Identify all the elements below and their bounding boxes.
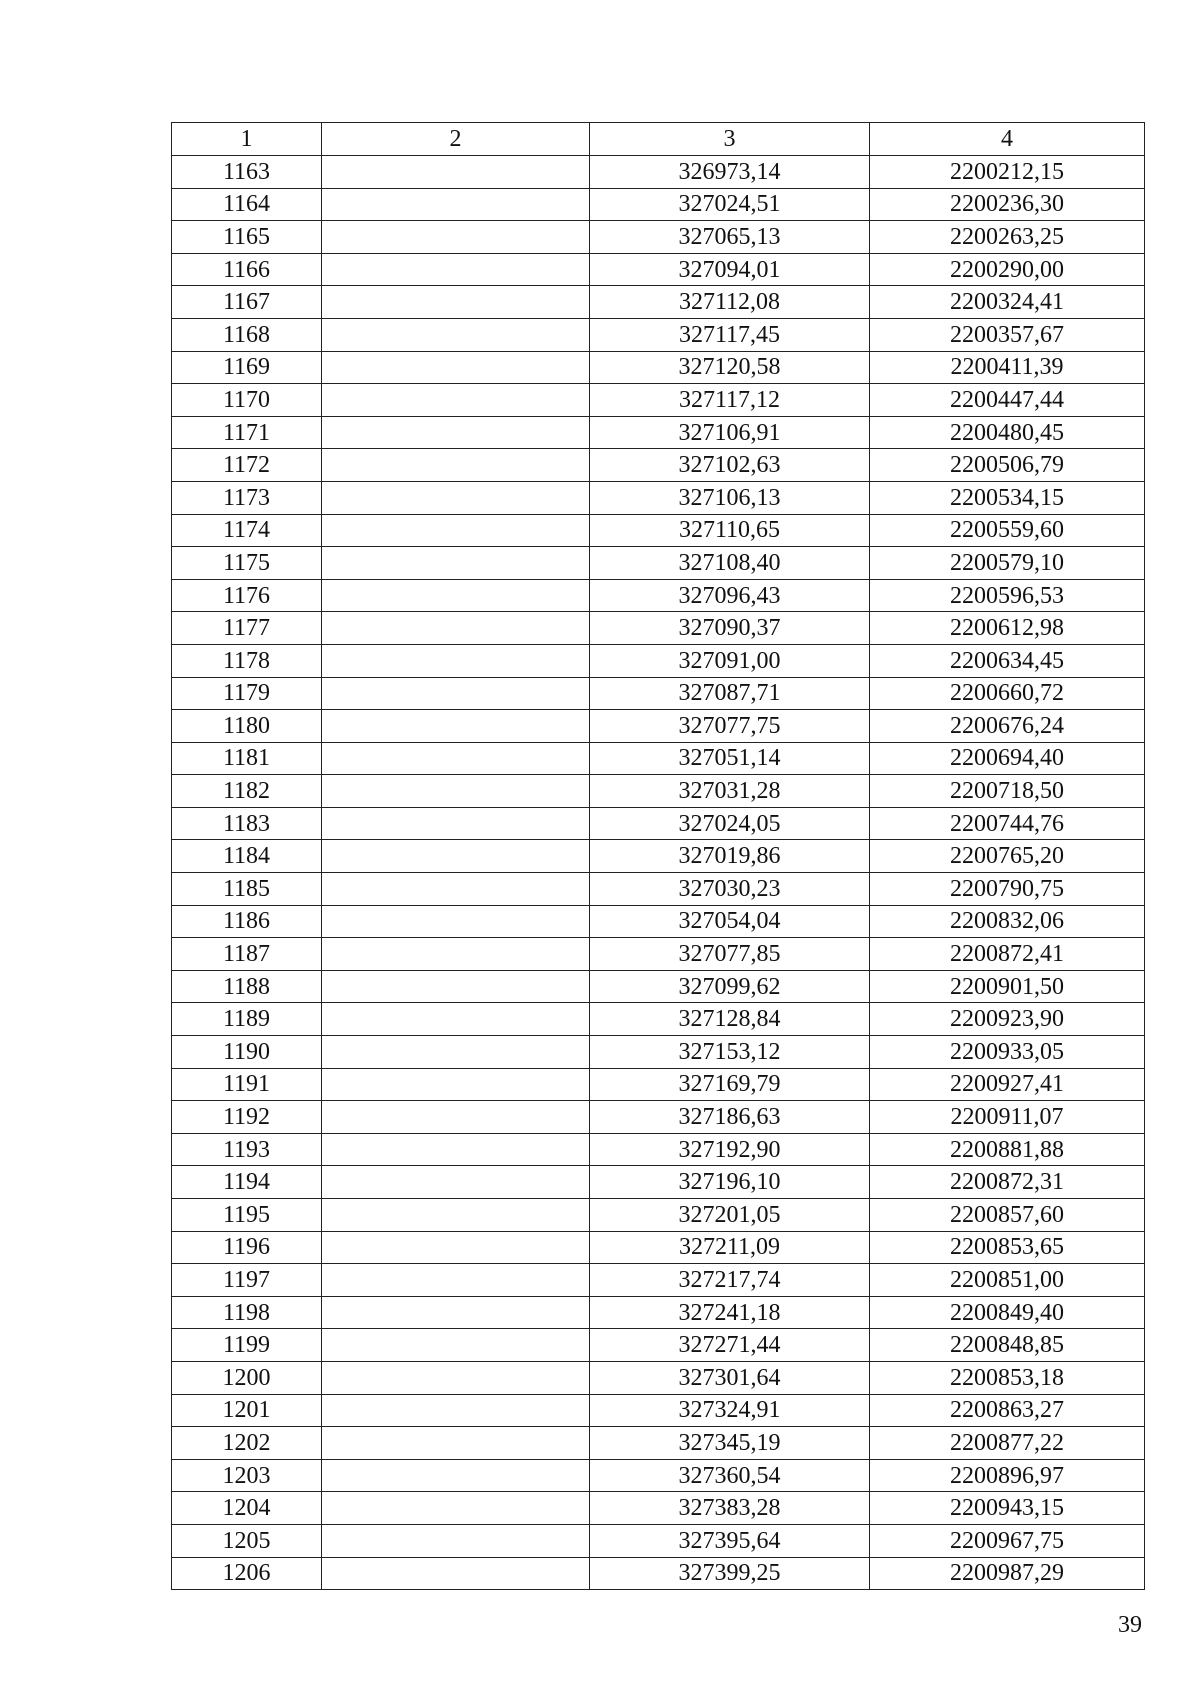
point-number-cell: 1169 [172,351,322,384]
coordinate-x-cell: 327196,10 [590,1166,870,1199]
table-row [172,1231,1145,1264]
coordinate-y-cell: 2200263,25 [870,221,1145,254]
coordinate-x-cell: 327094,01 [590,253,870,286]
table-row [172,970,1145,1003]
coordinate-x-cell: 327399,25 [590,1557,870,1590]
coordinate-x-cell: 327201,05 [590,1199,870,1232]
point-number-cell: 1195 [172,1199,322,1232]
point-number-cell: 1178 [172,644,322,677]
coordinate-x-cell: 327019,86 [590,840,870,873]
point-number-cell: 1176 [172,579,322,612]
coordinate-x-cell: 327217,74 [590,1264,870,1297]
point-number-cell: 1189 [172,1003,322,1036]
coordinate-y-cell: 2200872,31 [870,1166,1145,1199]
table-row [172,221,1145,254]
point-number-cell: 1191 [172,1068,322,1101]
coordinate-y-cell: 2200236,30 [870,188,1145,221]
point-number-cell: 1174 [172,514,322,547]
table-row [172,1068,1145,1101]
table-row [172,514,1145,547]
point-number-cell: 1173 [172,481,322,514]
table-row [172,1036,1145,1069]
point-number-cell: 1184 [172,840,322,873]
coordinate-x-cell: 327031,28 [590,775,870,808]
coordinate-x-cell: 327192,90 [590,1133,870,1166]
table-row [172,612,1145,645]
empty-cell [322,873,590,906]
coordinate-x-cell: 327169,79 [590,1068,870,1101]
table-row [172,449,1145,482]
empty-cell [322,1036,590,1069]
coordinate-y-cell: 2200290,00 [870,253,1145,286]
point-number-cell: 1167 [172,286,322,319]
empty-cell [322,1264,590,1297]
table-row [172,286,1145,319]
point-number-cell: 1182 [172,775,322,808]
coordinate-x-cell: 327241,18 [590,1296,870,1329]
empty-cell [322,644,590,677]
point-number-cell: 1188 [172,970,322,1003]
coordinate-x-cell: 327345,19 [590,1427,870,1460]
table-row [172,873,1145,906]
table-row [172,384,1145,417]
coordinate-x-cell: 327117,45 [590,318,870,351]
coordinate-x-cell: 327271,44 [590,1329,870,1362]
coordinate-x-cell: 327186,63 [590,1101,870,1134]
empty-cell [322,970,590,1003]
coordinate-y-cell: 2200411,39 [870,351,1145,384]
coordinate-x-cell: 326973,14 [590,156,870,189]
empty-cell [322,1459,590,1492]
table-row [172,416,1145,449]
coordinate-x-cell: 327108,40 [590,547,870,580]
coordinate-y-cell: 2200872,41 [870,938,1145,971]
coordinate-y-cell: 2200447,44 [870,384,1145,417]
coordinate-x-cell: 327077,85 [590,938,870,971]
empty-cell [322,286,590,319]
coordinate-y-cell: 2200857,60 [870,1199,1145,1232]
table-row [172,1264,1145,1297]
empty-cell [322,253,590,286]
coordinate-x-cell: 327087,71 [590,677,870,710]
point-number-cell: 1168 [172,318,322,351]
table-row [172,1459,1145,1492]
coordinate-y-cell: 2200849,40 [870,1296,1145,1329]
coordinate-y-cell: 2200765,20 [870,840,1145,873]
point-number-cell: 1171 [172,416,322,449]
coordinate-y-cell: 2200634,45 [870,644,1145,677]
empty-cell [322,318,590,351]
table-row [172,253,1145,286]
coordinate-y-cell: 2200212,15 [870,156,1145,189]
empty-cell [322,188,590,221]
coordinate-x-cell: 327090,37 [590,612,870,645]
coordinate-y-cell: 2200534,15 [870,481,1145,514]
point-number-cell: 1200 [172,1361,322,1394]
coordinate-x-cell: 327324,91 [590,1394,870,1427]
coordinate-y-cell: 2200832,06 [870,905,1145,938]
point-number-cell: 1172 [172,449,322,482]
coordinate-x-cell: 327153,12 [590,1036,870,1069]
column-header-3: 3 [590,123,870,156]
coordinate-y-cell: 2200559,60 [870,514,1145,547]
table-row [172,938,1145,971]
empty-cell [322,905,590,938]
coordinate-x-cell: 327128,84 [590,1003,870,1036]
empty-cell [322,1068,590,1101]
point-number-cell: 1206 [172,1557,322,1590]
column-header-4: 4 [870,123,1145,156]
empty-cell [322,710,590,743]
coordinate-x-cell: 327030,23 [590,873,870,906]
table-row [172,1394,1145,1427]
point-number-cell: 1175 [172,547,322,580]
page-number: 39 [1118,1612,1142,1638]
table-row [172,547,1145,580]
empty-cell [322,1231,590,1264]
table-row [172,318,1145,351]
point-number-cell: 1179 [172,677,322,710]
coordinate-y-cell: 2200896,97 [870,1459,1145,1492]
table-row [172,1166,1145,1199]
empty-cell [322,351,590,384]
table-row [172,807,1145,840]
table-row [172,1524,1145,1557]
empty-cell [322,742,590,775]
coordinate-y-cell: 2200967,75 [870,1524,1145,1557]
empty-cell [322,547,590,580]
point-number-cell: 1199 [172,1329,322,1362]
table-row [172,188,1145,221]
coordinate-y-cell: 2200694,40 [870,742,1145,775]
coordinate-y-cell: 2200790,75 [870,873,1145,906]
point-number-cell: 1185 [172,873,322,906]
empty-cell [322,1394,590,1427]
table-row [172,1329,1145,1362]
empty-cell [322,579,590,612]
empty-cell [322,514,590,547]
point-number-cell: 1194 [172,1166,322,1199]
coordinate-x-cell: 327065,13 [590,221,870,254]
table-row [172,905,1145,938]
coordinate-y-cell: 2200853,65 [870,1231,1145,1264]
empty-cell [322,449,590,482]
table-row [172,1003,1145,1036]
point-number-cell: 1198 [172,1296,322,1329]
table-row [172,710,1145,743]
empty-cell [322,807,590,840]
table-row [172,1133,1145,1166]
coordinate-x-cell: 327054,04 [590,905,870,938]
coordinate-x-cell: 327096,43 [590,579,870,612]
empty-cell [322,1199,590,1232]
point-number-cell: 1164 [172,188,322,221]
empty-cell [322,1427,590,1460]
empty-cell [322,1492,590,1525]
coordinate-x-cell: 327211,09 [590,1231,870,1264]
coordinate-x-cell: 327024,51 [590,188,870,221]
coordinate-y-cell: 2200901,50 [870,970,1145,1003]
point-number-cell: 1166 [172,253,322,286]
empty-cell [322,775,590,808]
coordinate-x-cell: 327383,28 [590,1492,870,1525]
coordinate-x-cell: 327099,62 [590,970,870,1003]
point-number-cell: 1181 [172,742,322,775]
coordinate-y-cell: 2200612,98 [870,612,1145,645]
table-row [172,156,1145,189]
coordinate-y-cell: 2200851,00 [870,1264,1145,1297]
empty-cell [322,1329,590,1362]
table-body [172,156,1145,1590]
table-row [172,1296,1145,1329]
point-number-cell: 1193 [172,1133,322,1166]
empty-cell [322,1133,590,1166]
coordinate-y-cell: 2200877,22 [870,1427,1145,1460]
table-row [172,840,1145,873]
column-header-2: 2 [322,123,590,156]
coordinate-x-cell: 327106,13 [590,481,870,514]
coordinate-y-cell: 2200881,88 [870,1133,1145,1166]
coordinate-x-cell: 327112,08 [590,286,870,319]
empty-cell [322,1296,590,1329]
coordinate-y-cell: 2200676,24 [870,710,1145,743]
coordinate-x-cell: 327117,12 [590,384,870,417]
coordinate-x-cell: 327106,91 [590,416,870,449]
coordinate-y-cell: 2200660,72 [870,677,1145,710]
point-number-cell: 1196 [172,1231,322,1264]
empty-cell [322,384,590,417]
coordinate-x-cell: 327301,64 [590,1361,870,1394]
point-number-cell: 1192 [172,1101,322,1134]
table-row [172,644,1145,677]
table-row [172,677,1145,710]
empty-cell [322,1524,590,1557]
coordinates-table [171,122,1145,1590]
empty-cell [322,156,590,189]
coordinate-y-cell: 2200596,53 [870,579,1145,612]
table-row [172,1361,1145,1394]
coordinate-y-cell: 2200718,50 [870,775,1145,808]
coordinate-y-cell: 2200927,41 [870,1068,1145,1101]
coordinate-y-cell: 2200357,67 [870,318,1145,351]
table-row [172,1427,1145,1460]
coordinate-y-cell: 2200987,29 [870,1557,1145,1590]
point-number-cell: 1205 [172,1524,322,1557]
point-number-cell: 1187 [172,938,322,971]
point-number-cell: 1190 [172,1036,322,1069]
table-row [172,1557,1145,1590]
table-row [172,775,1145,808]
coordinate-y-cell: 2200933,05 [870,1036,1145,1069]
header-row [172,123,1145,156]
empty-cell [322,481,590,514]
point-number-cell: 1183 [172,807,322,840]
coordinate-y-cell: 2200324,41 [870,286,1145,319]
point-number-cell: 1180 [172,710,322,743]
empty-cell [322,1166,590,1199]
coordinate-y-cell: 2200744,76 [870,807,1145,840]
table-row [172,742,1145,775]
empty-cell [322,1003,590,1036]
coordinate-x-cell: 327360,54 [590,1459,870,1492]
coordinate-x-cell: 327024,05 [590,807,870,840]
coordinate-y-cell: 2200943,15 [870,1492,1145,1525]
coordinate-x-cell: 327102,63 [590,449,870,482]
table-row [172,1492,1145,1525]
coordinate-x-cell: 327120,58 [590,351,870,384]
point-number-cell: 1177 [172,612,322,645]
point-number-cell: 1204 [172,1492,322,1525]
empty-cell [322,840,590,873]
point-number-cell: 1186 [172,905,322,938]
coordinate-x-cell: 327091,00 [590,644,870,677]
empty-cell [322,1361,590,1394]
coordinate-x-cell: 327077,75 [590,710,870,743]
table-header [172,123,1145,156]
table-row [172,351,1145,384]
table-row [172,579,1145,612]
point-number-cell: 1203 [172,1459,322,1492]
table-row [172,1101,1145,1134]
coordinate-y-cell: 2200506,79 [870,449,1145,482]
empty-cell [322,938,590,971]
point-number-cell: 1202 [172,1427,322,1460]
point-number-cell: 1170 [172,384,322,417]
coordinate-x-cell: 327051,14 [590,742,870,775]
point-number-cell: 1163 [172,156,322,189]
empty-cell [322,221,590,254]
point-number-cell: 1197 [172,1264,322,1297]
empty-cell [322,416,590,449]
coordinate-y-cell: 2200923,90 [870,1003,1145,1036]
coordinate-y-cell: 2200911,07 [870,1101,1145,1134]
empty-cell [322,612,590,645]
column-header-1: 1 [172,123,322,156]
coordinate-x-cell: 327110,65 [590,514,870,547]
coordinate-y-cell: 2200579,10 [870,547,1145,580]
coordinate-y-cell: 2200863,27 [870,1394,1145,1427]
empty-cell [322,1557,590,1590]
table-row [172,1199,1145,1232]
empty-cell [322,677,590,710]
coordinate-y-cell: 2200853,18 [870,1361,1145,1394]
empty-cell [322,1101,590,1134]
point-number-cell: 1165 [172,221,322,254]
point-number-cell: 1201 [172,1394,322,1427]
coordinate-y-cell: 2200848,85 [870,1329,1145,1362]
coordinate-y-cell: 2200480,45 [870,416,1145,449]
table-row [172,481,1145,514]
coordinate-x-cell: 327395,64 [590,1524,870,1557]
